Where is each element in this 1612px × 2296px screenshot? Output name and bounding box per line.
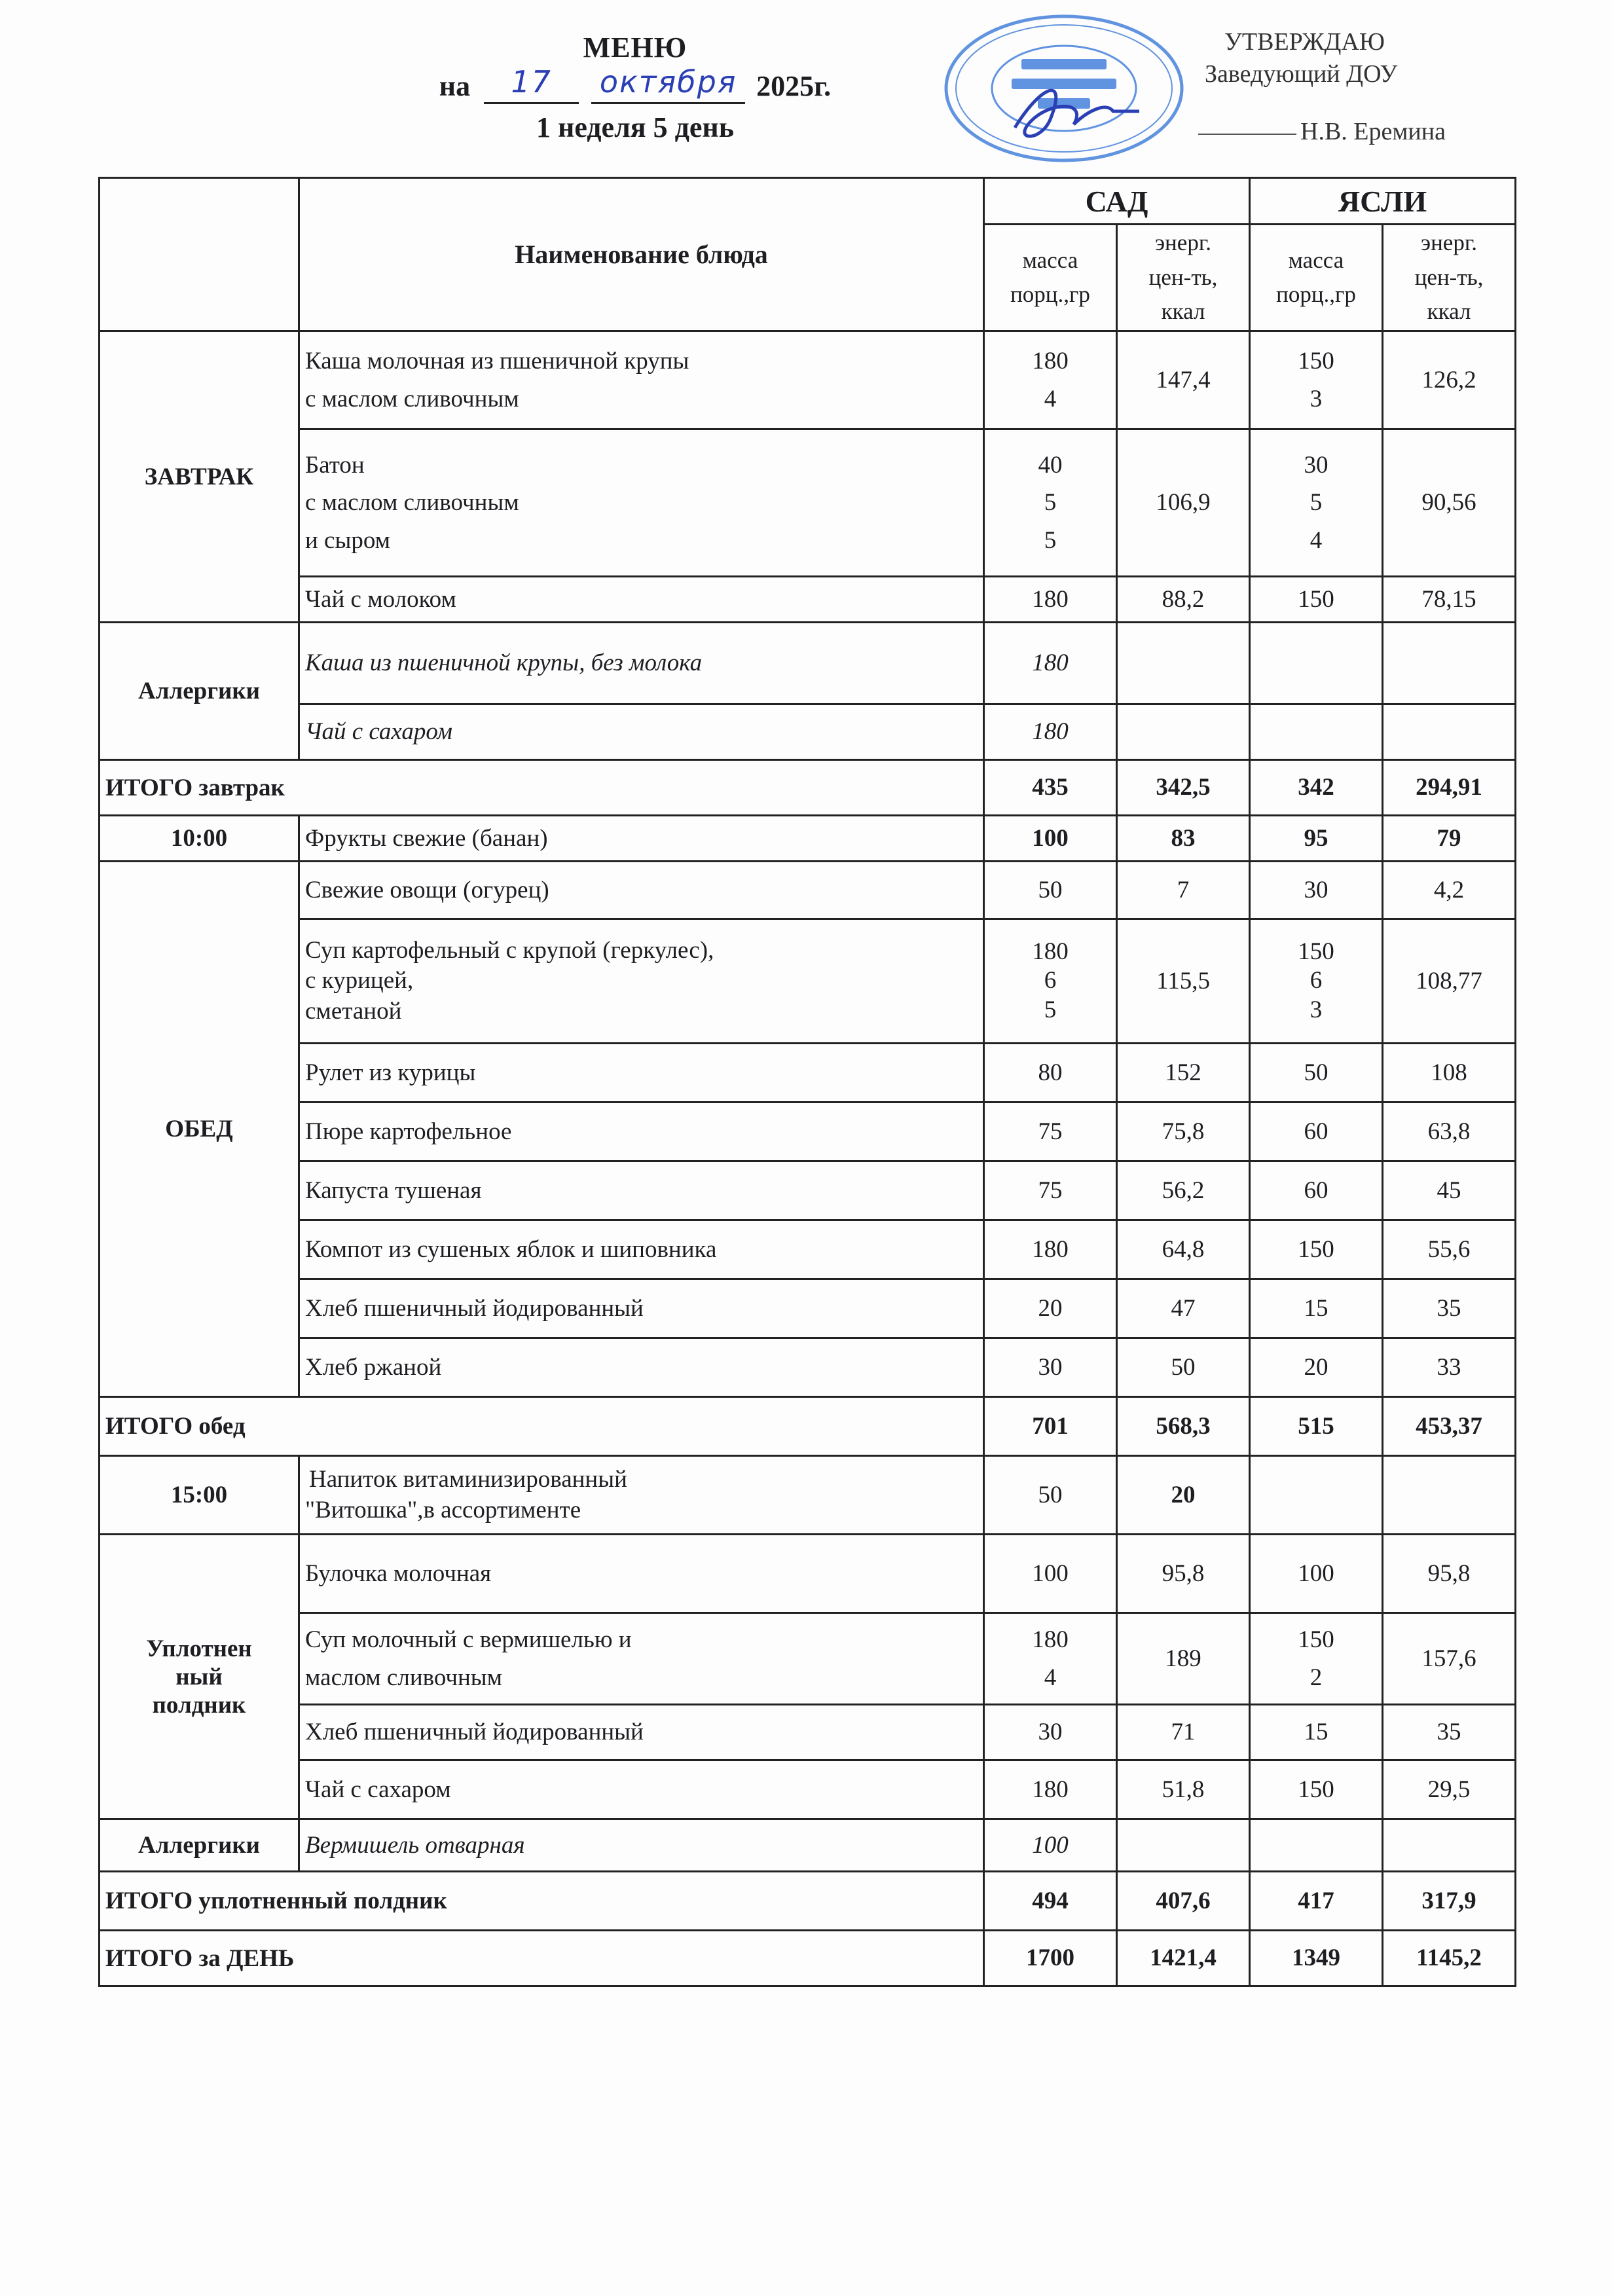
page-title: МЕНЮ — [583, 31, 687, 64]
date-line — [367, 64, 904, 104]
total-yasli-kcal: 294,91 — [1383, 760, 1516, 816]
yasli-kcal-cell: 35 — [1383, 1705, 1516, 1760]
yasli-kcal-cell: 108 — [1383, 1044, 1516, 1102]
total-label: ИТОГО обед — [100, 1397, 984, 1456]
signature-line — [1198, 134, 1296, 135]
total-row-breakfast — [100, 760, 1516, 816]
yasli-mass-cell: 150 — [1250, 1760, 1383, 1819]
dish-cell: Пюре картофельное — [299, 1102, 984, 1161]
sad-mass-cell: 50 — [984, 862, 1117, 919]
sad-mass-cell: 75 — [984, 1102, 1117, 1161]
yasli-kcal-cell: 90,56 — [1383, 429, 1516, 577]
table-row — [100, 1613, 1516, 1705]
stamp-line-mark — [1038, 98, 1090, 109]
table-row — [100, 429, 1516, 577]
yasli-mass-cell: 30 — [1250, 862, 1383, 919]
dish-cell: Суп картофельный с крупой (геркулес), с курицей, сметаной — [299, 919, 984, 1044]
total-yasli-mass: 515 — [1250, 1397, 1383, 1456]
table-row — [100, 1760, 1516, 1819]
table-row — [100, 1705, 1516, 1760]
official-stamp-icon — [943, 13, 1185, 164]
sad-kcal-cell: 115,5 — [1117, 919, 1250, 1044]
dish-cell: Вермишель отварная — [299, 1819, 984, 1872]
yasli-mass-cell: 100 — [1250, 1535, 1383, 1613]
total-sad-mass: 701 — [984, 1397, 1117, 1456]
approval-title: УТВЕРЖДАЮ — [1224, 28, 1385, 56]
yasli-kcal-cell — [1383, 1819, 1516, 1872]
yasli-mass-cell: 150 — [1250, 577, 1383, 623]
sad-mass-cell: 50 — [984, 1456, 1117, 1535]
sad-mass-cell: 180 — [984, 1760, 1117, 1819]
dish-cell: Хлеб пшеничный йодированный — [299, 1705, 984, 1760]
sad-mass-cell: 40 5 5 — [984, 429, 1117, 577]
sad-kcal-cell: 152 — [1117, 1044, 1250, 1102]
yasli-kcal-cell: 4,2 — [1383, 862, 1516, 919]
yasli-mass-cell: 150 6 3 — [1250, 919, 1383, 1044]
dish-cell: Рулет из курицы — [299, 1044, 984, 1102]
date-year: 2025г. — [756, 70, 832, 102]
total-label: ИТОГО завтрак — [100, 760, 984, 816]
yasli-kcal-cell: 29,5 — [1383, 1760, 1516, 1819]
header-group-sad: САД — [984, 178, 1250, 225]
yasli-mass-cell: 95 — [1250, 816, 1383, 862]
total-yasli-kcal: 1145,2 — [1383, 1931, 1516, 1986]
yasli-kcal-cell: 126,2 — [1383, 331, 1516, 429]
sad-mass-cell: 180 — [984, 577, 1117, 623]
handwritten-day: 17 — [511, 64, 552, 100]
yasli-kcal-cell: 78,15 — [1383, 577, 1516, 623]
header-group-yasli: ЯСЛИ — [1250, 178, 1516, 225]
dish-cell: Компот из сушеных яблок и шиповника — [299, 1220, 984, 1279]
menu-header — [367, 29, 904, 145]
yasli-kcal-cell — [1383, 1456, 1516, 1535]
dish-cell: Каша из пшеничной крупы, без молока — [299, 623, 984, 704]
sad-mass-cell: 80 — [984, 1044, 1117, 1102]
yasli-mass-cell — [1250, 623, 1383, 704]
header-row-groups — [100, 178, 1516, 225]
sad-kcal-cell — [1117, 704, 1250, 760]
dish-cell: Булочка молочная — [299, 1535, 984, 1613]
table-row — [100, 1044, 1516, 1102]
table-row — [100, 1279, 1516, 1338]
total-yasli-mass: 1349 — [1250, 1931, 1383, 1986]
yasli-mass-cell: 15 — [1250, 1279, 1383, 1338]
yasli-mass-cell: 150 — [1250, 1220, 1383, 1279]
dish-cell: Суп молочный с вермишелью и маслом сливочным — [299, 1613, 984, 1705]
table-row — [100, 816, 1516, 862]
total-yasli-mass: 417 — [1250, 1872, 1383, 1931]
yasli-kcal-cell: 63,8 — [1383, 1102, 1516, 1161]
table-row — [100, 704, 1516, 760]
table-row — [100, 1220, 1516, 1279]
total-row-day — [100, 1931, 1516, 1986]
sad-mass-cell: 75 — [984, 1161, 1117, 1220]
table-row — [100, 1161, 1516, 1220]
week-day-label: 1 неделя 5 день — [536, 111, 734, 143]
yasli-mass-cell: 60 — [1250, 1102, 1383, 1161]
sad-kcal-cell: 51,8 — [1117, 1760, 1250, 1819]
dish-cell: Напиток витаминизированный "Витошка",в ассортименте — [299, 1456, 984, 1535]
table-row — [100, 1819, 1516, 1872]
sad-kcal-cell: 64,8 — [1117, 1220, 1250, 1279]
dish-cell: Капуста тушеная — [299, 1161, 984, 1220]
dish-cell: Чай с сахаром — [299, 704, 984, 760]
yasli-kcal-cell: 35 — [1383, 1279, 1516, 1338]
yasli-mass-cell — [1250, 1819, 1383, 1872]
date-day-field — [484, 64, 579, 104]
dish-cell: Каша молочная из пшеничной крупы с маслом сливочным — [299, 331, 984, 429]
total-label: ИТОГО уплотненный полдник — [100, 1872, 984, 1931]
total-sad-kcal: 1421,4 — [1117, 1931, 1250, 1986]
table-row — [100, 623, 1516, 704]
total-sad-mass: 1700 — [984, 1931, 1117, 1986]
yasli-mass-cell: 30 5 4 — [1250, 429, 1383, 577]
approval-block — [1198, 26, 1512, 148]
sad-mass-cell: 180 4 — [984, 331, 1117, 429]
total-yasli-kcal: 317,9 — [1383, 1872, 1516, 1931]
sad-mass-cell: 180 — [984, 1220, 1117, 1279]
yasli-kcal-cell: 55,6 — [1383, 1220, 1516, 1279]
dish-cell: Батон с маслом сливочным и сыром — [299, 429, 984, 577]
table-row — [100, 862, 1516, 919]
yasli-mass-cell: 20 — [1250, 1338, 1383, 1397]
table-row — [100, 331, 1516, 429]
sad-mass-cell: 20 — [984, 1279, 1117, 1338]
table-row — [100, 577, 1516, 623]
sad-kcal-cell: 95,8 — [1117, 1535, 1250, 1613]
yasli-kcal-cell — [1383, 704, 1516, 760]
sad-mass-cell: 180 4 — [984, 1613, 1117, 1705]
yasli-mass-cell: 150 2 — [1250, 1613, 1383, 1705]
meal-allergy-breakfast: Аллергики — [100, 623, 299, 760]
sad-kcal-cell: 71 — [1117, 1705, 1250, 1760]
header-yasli-mass: масса порц.,гр — [1250, 225, 1383, 331]
meal-breakfast: ЗАВТРАК — [100, 331, 299, 623]
sad-mass-cell: 100 — [984, 1535, 1117, 1613]
sad-kcal-cell: 189 — [1117, 1613, 1250, 1705]
total-sad-mass: 494 — [984, 1872, 1117, 1931]
stamp-line-mark — [1012, 79, 1116, 89]
sad-kcal-cell — [1117, 623, 1250, 704]
header-sad-energy: энерг. цен-ть, ккал — [1117, 225, 1250, 331]
sad-mass-cell: 30 — [984, 1705, 1117, 1760]
menu-table — [98, 177, 1516, 1987]
sad-kcal-cell — [1117, 1819, 1250, 1872]
approver-name: Н.В. Еремина — [1300, 118, 1446, 146]
sad-mass-cell: 100 — [984, 816, 1117, 862]
yasli-kcal-cell: 79 — [1383, 816, 1516, 862]
sad-kcal-cell: 88,2 — [1117, 577, 1250, 623]
header-sad-mass: масса порц.,гр — [984, 225, 1117, 331]
table-row — [100, 1338, 1516, 1397]
sad-kcal-cell: 83 — [1117, 816, 1250, 862]
total-yasli-kcal: 453,37 — [1383, 1397, 1516, 1456]
meal-allergy-afternoon: Аллергики — [100, 1819, 299, 1872]
yasli-kcal-cell: 157,6 — [1383, 1613, 1516, 1705]
sad-mass-cell: 180 — [984, 704, 1117, 760]
total-sad-kcal: 407,6 — [1117, 1872, 1250, 1931]
approval-role: Заведующий ДОУ — [1205, 60, 1398, 88]
sad-mass-cell: 180 — [984, 623, 1117, 704]
header-dish-name: Наименование блюда — [299, 178, 984, 331]
meal-time-15: 15:00 — [100, 1456, 299, 1535]
sad-kcal-cell: 75,8 — [1117, 1102, 1250, 1161]
yasli-mass-cell — [1250, 704, 1383, 760]
table-row — [100, 1535, 1516, 1613]
yasli-kcal-cell — [1383, 623, 1516, 704]
stamp-line-mark — [1021, 59, 1107, 69]
sad-kcal-cell: 50 — [1117, 1338, 1250, 1397]
table-row — [100, 1102, 1516, 1161]
total-sad-kcal: 568,3 — [1117, 1397, 1250, 1456]
total-sad-mass: 435 — [984, 760, 1117, 816]
yasli-mass-cell — [1250, 1456, 1383, 1535]
dish-cell: Чай с молоком — [299, 577, 984, 623]
yasli-mass-cell: 15 — [1250, 1705, 1383, 1760]
sad-kcal-cell: 56,2 — [1117, 1161, 1250, 1220]
sad-kcal-cell: 7 — [1117, 862, 1250, 919]
sad-kcal-cell: 47 — [1117, 1279, 1250, 1338]
yasli-mass-cell: 150 3 — [1250, 331, 1383, 429]
dish-cell: Хлеб пшеничный йодированный — [299, 1279, 984, 1338]
table-row — [100, 1456, 1516, 1535]
sad-mass-cell: 180 6 5 — [984, 919, 1117, 1044]
yasli-kcal-cell: 108,77 — [1383, 919, 1516, 1044]
sad-mass-cell: 30 — [984, 1338, 1117, 1397]
sad-kcal-cell: 147,4 — [1117, 331, 1250, 429]
dish-cell: Свежие овощи (огурец) — [299, 862, 984, 919]
meal-time-10: 10:00 — [100, 816, 299, 862]
sad-kcal-cell: 106,9 — [1117, 429, 1250, 577]
meal-afternoon-snack: Уплотнен ный полдник — [100, 1535, 299, 1819]
yasli-mass-cell: 60 — [1250, 1161, 1383, 1220]
yasli-kcal-cell: 33 — [1383, 1338, 1516, 1397]
handwritten-month: октября — [599, 64, 737, 100]
sad-kcal-cell: 20 — [1117, 1456, 1250, 1535]
date-month-field — [591, 64, 745, 104]
header-meal-cell — [100, 178, 299, 331]
total-label: ИТОГО за ДЕНЬ — [100, 1931, 984, 1986]
total-row-afternoon — [100, 1872, 1516, 1931]
meal-lunch: ОБЕД — [100, 862, 299, 1397]
dish-cell: Чай с сахаром — [299, 1760, 984, 1819]
total-yasli-mass: 342 — [1250, 760, 1383, 816]
total-row-lunch — [100, 1397, 1516, 1456]
sad-mass-cell: 100 — [984, 1819, 1117, 1872]
signature-icon — [1015, 90, 1139, 136]
header-yasli-energy: энерг. цен-ть, ккал — [1383, 225, 1516, 331]
total-sad-kcal: 342,5 — [1117, 760, 1250, 816]
table-row — [100, 919, 1516, 1044]
yasli-mass-cell: 50 — [1250, 1044, 1383, 1102]
signature-row — [1198, 116, 1512, 148]
yasli-kcal-cell: 95,8 — [1383, 1535, 1516, 1613]
dish-cell: Хлеб ржаной — [299, 1338, 984, 1397]
dish-cell: Фрукты свежие (банан) — [299, 816, 984, 862]
date-prefix: на — [439, 70, 471, 102]
yasli-kcal-cell: 45 — [1383, 1161, 1516, 1220]
